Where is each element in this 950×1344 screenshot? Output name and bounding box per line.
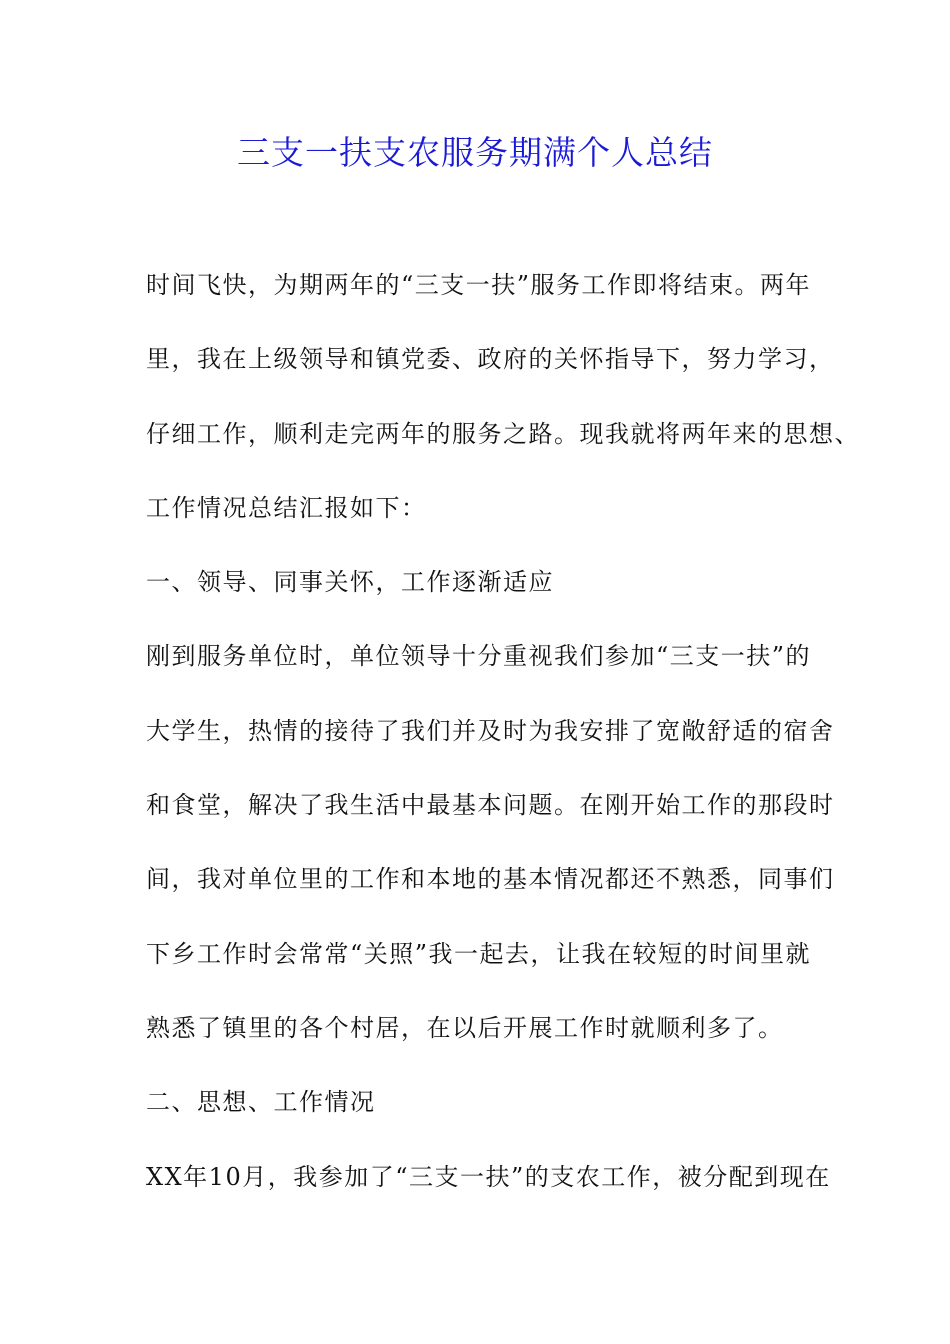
section-heading-2: 二、思想、工作情况 [146,1088,376,1117]
paragraph-line: 工作情况总结汇报如下： [146,493,427,522]
paragraph-line: 熟悉了镇里的各个村居，在以后开展工作时就顺利多了。 [146,1013,784,1042]
paragraph-line: 时间飞快，为期两年的“三支一扶”服务工作即将结束。两年 [146,271,812,299]
paragraph-line: 和食堂，解决了我生活中最基本问题。在刚开始工作的那段时 [146,791,835,820]
document-body [146,261,860,1227]
paragraph-line: 大学生，热情的接待了我们并及时为我安排了宽敞舒适的宿舍 [146,716,835,745]
paragraph-line: 仔细工作，顺利走完两年的服务之路。现我就将两年来的思想、 [146,419,860,448]
paragraph-line: 里，我在上级领导和镇党委、政府的关怀指导下，努力学习， [146,345,835,374]
paragraph-line: XX年10月，我参加了“三支一扶”的支农工作，被分配到现在 [146,1162,831,1191]
paragraph-line: 刚到服务单位时，单位领导十分重视我们参加“三支一扶”的 [146,642,812,671]
document-title: 三支一扶支农服务期满个人总结 [237,133,713,172]
section-heading-1: 一、领导、同事关怀，工作逐渐适应 [146,568,554,597]
paragraph-line: 下乡工作时会常常“关照”我一起去，让我在较短的时间里就 [146,939,812,968]
paragraph-line: 间，我对单位里的工作和本地的基本情况都还不熟悉，同事们 [146,865,835,894]
